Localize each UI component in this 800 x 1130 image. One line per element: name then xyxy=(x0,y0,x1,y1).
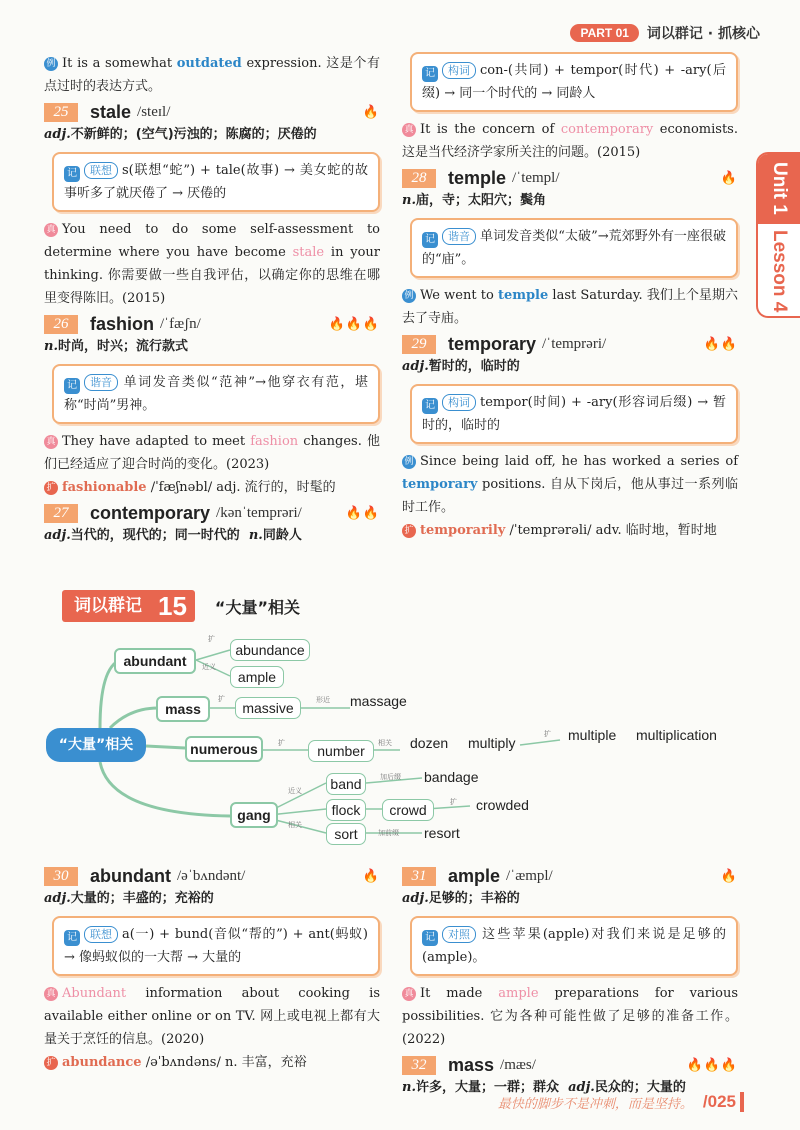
mindmap-node: massive xyxy=(235,697,301,719)
phonetic: /mæs/ xyxy=(500,1056,536,1073)
word-entry-contemporary xyxy=(44,501,380,525)
word-number: 31 xyxy=(402,867,436,886)
memory-icon: 记 xyxy=(64,378,80,394)
example-icon: 例 xyxy=(44,57,58,71)
phonetic: /əˈbʌndənt/ xyxy=(177,867,246,884)
phonetic: /kənˈtemprəri/ xyxy=(216,504,302,521)
headword: ample xyxy=(448,865,501,886)
right-column-bottom xyxy=(402,862,738,1099)
memo-tag: 谐音 xyxy=(84,374,118,391)
memo-tag: 谐音 xyxy=(442,228,476,245)
mindmap-word: dozen xyxy=(410,735,449,751)
example-icon: 例 xyxy=(402,289,416,303)
word-mindmap xyxy=(40,628,760,860)
mindmap-word: multiply xyxy=(468,735,516,751)
memo-tag: 构词 xyxy=(442,394,476,411)
section-banner xyxy=(62,590,300,622)
word-number: 29 xyxy=(402,335,436,354)
phonetic: /steɪl/ xyxy=(137,103,171,120)
word-entry-abundant xyxy=(44,864,380,888)
footer-motto: 最快的脚步不是冲刺，而是坚持。 xyxy=(497,1096,693,1112)
exam-icon: 真 xyxy=(44,987,58,1001)
relation-label: 加前缀 xyxy=(378,829,399,837)
frequency-flame-icon: 🔥🔥 xyxy=(703,336,738,352)
frequency-flame-icon: 🔥 xyxy=(362,104,380,120)
memory-icon: 记 xyxy=(64,930,80,946)
memory-icon: 记 xyxy=(422,398,438,414)
mindmap-node: band xyxy=(326,773,366,795)
exam-icon: 真 xyxy=(44,435,58,449)
left-column-top xyxy=(44,52,380,547)
header-title: 词以群记 · 抓核心 xyxy=(646,26,760,42)
mindmap-root: “大量”相关 xyxy=(46,728,146,762)
example-sentence: 例 Since being laid off, he has worked a series of temporary positions. 自从下岗后，他从事过一系列临时工作。 xyxy=(402,454,738,515)
memory-icon: 记 xyxy=(64,166,80,182)
mindmap-node: number xyxy=(308,740,374,762)
exam-sentence: 真 They have adapted to meet fashion changes. 他们已经适应了迎合时尚的变化。(2023) xyxy=(44,434,380,472)
definition: adj.大量的；丰盛的；充裕的 xyxy=(44,891,214,906)
mindmap-node: flock xyxy=(326,799,366,821)
relation-label: 扩 xyxy=(208,635,215,643)
memory-icon: 记 xyxy=(422,66,438,82)
headword: temple xyxy=(448,167,507,188)
memory-icon: 记 xyxy=(422,232,438,248)
headword: contemporary xyxy=(90,502,211,523)
relation-label: 形近 xyxy=(316,696,330,704)
word-entry-stale xyxy=(44,100,380,124)
memory-tip: 记 联想 a(一) + bund(音似“帮的”) + ant(蚂蚁) → 像蚂蚁似的一大帮 → 大量的 xyxy=(52,916,380,976)
mindmap-word: multiplication xyxy=(636,727,717,743)
example-sentence: 例 We went to temple last Saturday. 我们上个星期六去了寺庙。 xyxy=(402,288,738,326)
word-entry-temporary xyxy=(402,332,738,356)
exam-sentence: 真 It is the concern of contemporary economists. 这是当代经济学家所关注的问题。(2015) xyxy=(402,122,738,160)
left-column-bottom xyxy=(44,862,380,1074)
frequency-flame-icon: 🔥🔥 xyxy=(345,505,380,521)
relation-label: 加后缀 xyxy=(380,773,401,781)
mindmap-key-abundant: abundant xyxy=(114,648,196,674)
word-entry-fashion xyxy=(44,312,380,336)
mindmap-node: sort xyxy=(326,823,366,845)
word-entry-ample xyxy=(402,864,738,888)
memo-tag: 对照 xyxy=(442,926,476,943)
word-number: 25 xyxy=(44,103,78,122)
frequency-flame-icon: 🔥🔥🔥 xyxy=(328,316,380,332)
memo-tag: 联想 xyxy=(84,162,118,179)
memo-tag: 联想 xyxy=(84,926,118,943)
memory-tip: 记 联想 s(联想“蛇”) + tale(故事) → 美女蛇的故事听多了就厌倦了 → 厌倦的 xyxy=(52,152,380,212)
lesson-label: Lesson 4 xyxy=(769,230,790,313)
definition: adj.足够的；丰裕的 xyxy=(402,891,520,906)
definition: n.庙，寺；太阳穴；鬓角 xyxy=(402,193,546,208)
section-number: 15 xyxy=(150,590,195,622)
headword: abundant xyxy=(90,865,171,886)
headword: fashion xyxy=(90,313,155,334)
mindmap-key-mass: mass xyxy=(156,696,210,722)
relation-label: 扩 xyxy=(278,739,285,747)
extension: 扩 abundance /əˈbʌndəns/ n. 丰富，充裕 xyxy=(44,1051,380,1074)
example-sentence: 例 It is a somewhat outdated expression. 这是个有点过时的表达方式。 xyxy=(44,56,380,94)
memory-tip: 记 构词 tempor(时间) + -ary(形容词后缀) → 暂时的，临时的 xyxy=(410,384,738,444)
definition: adj.不新鲜的；(空气)污浊的；陈腐的；厌倦的 xyxy=(44,127,317,142)
frequency-flame-icon: 🔥 xyxy=(362,868,380,884)
frequency-flame-icon: 🔥🔥🔥 xyxy=(686,1057,738,1073)
relation-label: 相关 xyxy=(378,739,392,747)
mindmap-node: crowd xyxy=(382,799,434,821)
mindmap-word: resort xyxy=(424,825,460,841)
extension: 扩 temporarily /ˈtemprərəli/ adv. 临时地，暂时地 xyxy=(402,519,738,542)
exam-sentence: 真 It made ample preparations for various possibilities. 它为各种可能性做了足够的准备工作。(2022) xyxy=(402,986,738,1047)
exam-icon: 真 xyxy=(402,987,416,1001)
mindmap-word: bandage xyxy=(424,769,479,785)
memory-tip: 记 谐音 单词发音类似“范神”→他穿衣有范，堪称“时尚”男神。 xyxy=(52,364,380,424)
definition: n.许多，大量；一群；群众 adj.民众的；大量的 xyxy=(402,1080,686,1095)
memo-tag: 构词 xyxy=(442,62,476,79)
page-footer xyxy=(498,1092,744,1112)
exam-sentence: 真 Abundant information about cooking is available either online or on TV. 网上或电视上都有大量关于烹饪的信息。(2020) xyxy=(44,986,380,1047)
memory-tip: 记 谐音 单词发音类似“太破”→荒郊野外有一座很破的“庙”。 xyxy=(410,218,738,278)
word-number: 27 xyxy=(44,504,78,523)
phonetic: /ˈæmpl/ xyxy=(506,867,553,884)
exam-icon: 真 xyxy=(44,223,58,237)
right-column-top xyxy=(402,52,738,542)
word-entry-mass xyxy=(402,1053,738,1077)
mindmap-word: massage xyxy=(350,693,407,709)
word-number: 26 xyxy=(44,315,78,334)
relation-label: 近义 xyxy=(202,663,216,671)
extension-icon: 扩 xyxy=(44,481,58,495)
headword: mass xyxy=(448,1054,495,1075)
example-icon: 例 xyxy=(402,455,416,469)
word-number: 28 xyxy=(402,169,436,188)
unit-label: Unit 1 xyxy=(769,162,790,215)
relation-label: 扩 xyxy=(450,798,457,806)
frequency-flame-icon: 🔥 xyxy=(720,868,738,884)
headword: temporary xyxy=(448,333,537,354)
phonetic: /ˈfæʃn/ xyxy=(160,315,201,332)
definition: n.时尚，时兴；流行款式 xyxy=(44,339,188,354)
word-number: 32 xyxy=(402,1056,436,1075)
extension-icon: 扩 xyxy=(402,524,416,538)
relation-label: 扩 xyxy=(218,695,225,703)
memory-tip: 记 构词 con-(共同) + tempor(时代) + -ary(后缀) → 同一个时代的 → 同龄人 xyxy=(410,52,738,112)
phonetic: /ˈtempl/ xyxy=(512,169,560,186)
mindmap-word: crowded xyxy=(476,797,529,813)
word-number: 30 xyxy=(44,867,78,886)
unit-side-tab[interactable] xyxy=(756,152,800,318)
page-number: /025 xyxy=(703,1092,744,1112)
section-label: 词以群记 xyxy=(62,590,150,622)
mindmap-key-gang: gang xyxy=(230,802,278,828)
mindmap-key-numerous: numerous xyxy=(185,736,263,762)
section-title: “大量”相关 xyxy=(214,597,300,617)
exam-icon: 真 xyxy=(402,123,416,137)
word-entry-temple xyxy=(402,166,738,190)
exam-sentence: 真 You need to do some self-assessment to determine where you have become stale in your thinking. 你需要做一些自我评估，以确定你的思维在哪里变得陈旧。(2015) xyxy=(44,222,380,306)
phonetic: /ˈtemprəri/ xyxy=(542,335,607,352)
relation-label: 扩 xyxy=(544,730,551,738)
mindmap-node: ample xyxy=(230,666,284,688)
headword: stale xyxy=(90,101,132,122)
memory-tip: 记 对照 这些苹果(apple)对我们来说是足够的(ample)。 xyxy=(410,916,738,976)
page-header xyxy=(570,22,760,44)
relation-label: 近义 xyxy=(288,787,302,795)
unit-label-box xyxy=(758,154,800,224)
memory-icon: 记 xyxy=(422,930,438,946)
definition: adj.暂时的，临时的 xyxy=(402,359,520,374)
extension-icon: 扩 xyxy=(44,1056,58,1070)
definition: adj.当代的，现代的；同一时代的 n.同龄人 xyxy=(44,528,302,543)
relation-label: 相关 xyxy=(288,821,302,829)
frequency-flame-icon: 🔥 xyxy=(720,170,738,186)
extension: 扩 fashionable /ˈfæʃnəbl/ adj. 流行的，时髦的 xyxy=(44,476,380,499)
part-badge: PART 01 xyxy=(570,24,638,42)
mindmap-word: multiple xyxy=(568,727,617,743)
mindmap-node: abundance xyxy=(230,639,310,661)
